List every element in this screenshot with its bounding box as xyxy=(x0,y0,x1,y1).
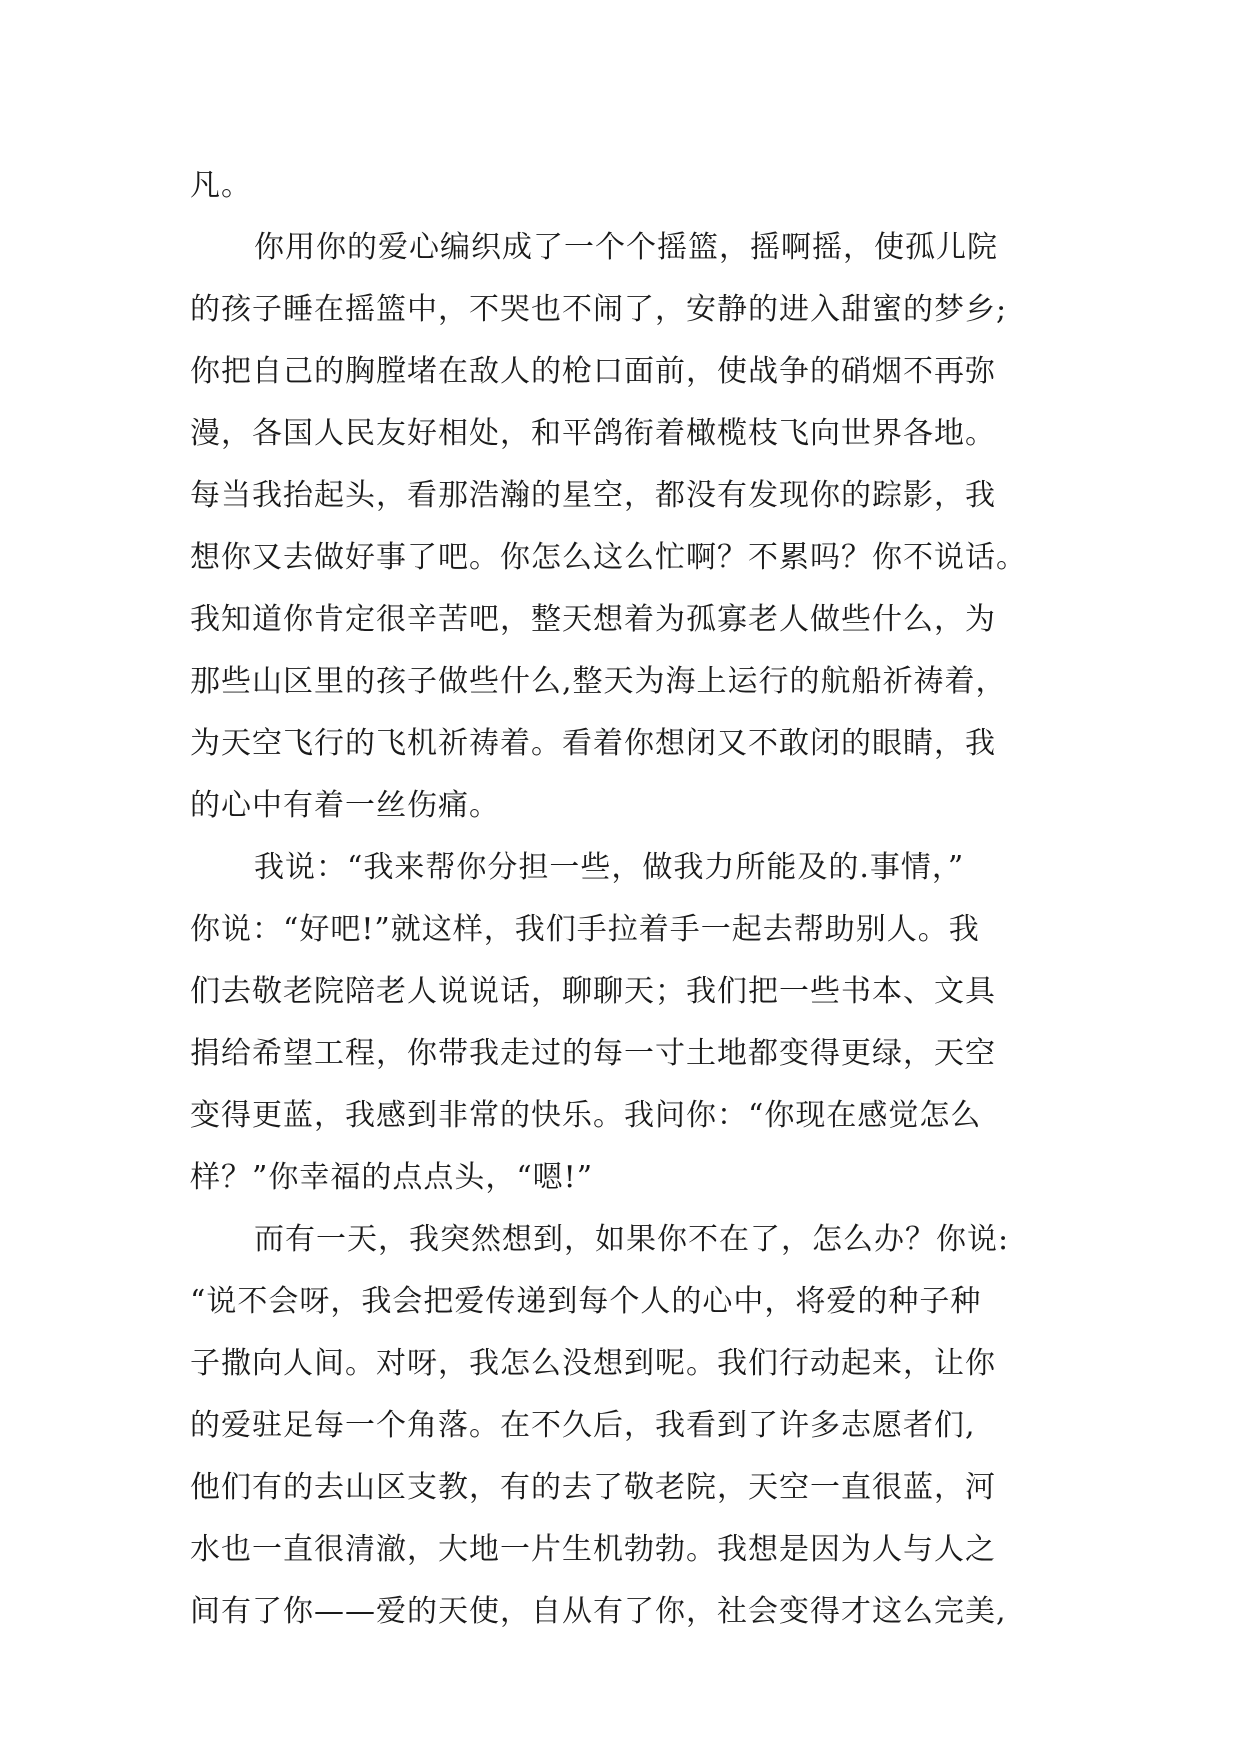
text-line: 你说：“好吧!”就这样，我们手拉着手一起去帮助别人。我 xyxy=(190,912,980,947)
text-line: 你把自己的胸膛堵在敌人的枪口面前，使战争的硝烟不再弥 xyxy=(190,354,996,389)
text-line: 那些山区里的孩子做些什么,整天为海上运行的航船祈祷着， xyxy=(190,664,1007,699)
text-line: 每当我抬起头，看那浩瀚的星空，都没有发现你的踪影，我 xyxy=(190,478,996,513)
text-line: 而有一天，我突然想到，如果你不在了，怎么办？你说: xyxy=(254,1222,1010,1257)
text-line: 凡。 xyxy=(190,168,252,203)
text-line: 的孩子睡在摇篮中，不哭也不闹了，安静的进入甜蜜的梦乡; xyxy=(190,292,1008,327)
text-line: 的心中有着一丝伤痛。 xyxy=(190,788,500,823)
text-line: 子撒向人间。对呀，我怎么没想到呢。我们行动起来，让你 xyxy=(190,1346,996,1381)
text-line: “说不会呀，我会把爱传递到每个人的心中，将爱的种子种 xyxy=(190,1284,982,1319)
text-line: 我说：“我来帮你分担一些，做我力所能及的.事情，” xyxy=(254,850,965,885)
text-line: 他们有的去山区支教，有的去了敬老院，天空一直很蓝，河 xyxy=(190,1470,996,1505)
text-line: 样？”你幸福的点点头，“嗯!” xyxy=(190,1160,594,1195)
text-line: 变得更蓝，我感到非常的快乐。我问你：“你现在感觉怎么 xyxy=(190,1098,982,1133)
text-line: 你用你的爱心编织成了一个个摇篮，摇啊摇，使孤儿院 xyxy=(254,230,998,265)
text-line: 我知道你肯定很辛苦吧，整天想着为孤寡老人做些什么，为 xyxy=(190,602,996,637)
text-line: 水也一直很清澈，大地一片生机勃勃。我想是因为人与人之 xyxy=(190,1532,996,1567)
text-line: 间有了你——爱的天使，自从有了你，社会变得才这么完美, xyxy=(190,1594,1007,1629)
text-line: 漫，各国人民友好相处，和平鸽衔着橄榄枝飞向世界各地。 xyxy=(190,416,996,451)
text-line: 想你又去做好事了吧。你怎么这么忙啊？不累吗？你不说话。 xyxy=(190,540,1027,575)
text-line: 捐给希望工程，你带我走过的每一寸土地都变得更绿，天空 xyxy=(190,1036,996,1071)
essay-body xyxy=(190,155,1060,1643)
text-line: 的爱驻足每一个角落。在不久后，我看到了许多志愿者们, xyxy=(190,1408,976,1443)
text-line: 们去敬老院陪老人说说话，聊聊天；我们把一些书本、文具 xyxy=(190,974,996,1009)
text-line: 为天空飞行的飞机祈祷着。看着你想闭又不敢闭的眼睛，我 xyxy=(190,726,996,761)
